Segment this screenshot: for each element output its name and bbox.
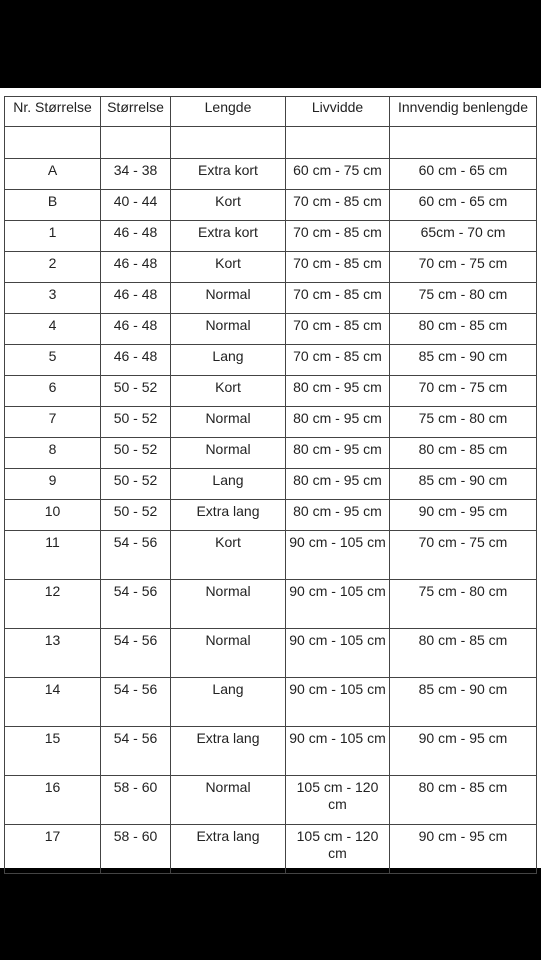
cell-benlengde: 60 cm - 65 cm <box>390 190 537 221</box>
cell-benlengde: 80 cm - 85 cm <box>390 776 537 825</box>
cell-lengde: Lang <box>171 469 286 500</box>
cell-livvidde: 90 cm - 105 cm <box>286 727 390 776</box>
table-row <box>5 407 537 438</box>
cell-livvidde: 70 cm - 85 cm <box>286 252 390 283</box>
cell-storrelse: 54 - 56 <box>101 629 171 678</box>
cell-storrelse: 46 - 48 <box>101 345 171 376</box>
cell-livvidde: 70 cm - 85 cm <box>286 190 390 221</box>
cell-nr: 7 <box>5 407 101 438</box>
cell-lengde: Normal <box>171 314 286 345</box>
cell-storrelse: 58 - 60 <box>101 776 171 825</box>
cell-lengde: Normal <box>171 407 286 438</box>
cell-lengde: Normal <box>171 580 286 629</box>
cell-nr: 17 <box>5 825 101 874</box>
cell-nr: 9 <box>5 469 101 500</box>
cell-lengde: Lang <box>171 678 286 727</box>
cell-livvidde: 80 cm - 95 cm <box>286 500 390 531</box>
cell-benlengde: 70 cm - 75 cm <box>390 531 537 580</box>
cell-nr: 16 <box>5 776 101 825</box>
cell-livvidde: 70 cm - 85 cm <box>286 314 390 345</box>
header-innvendig-benlengde: Innvendig benlengde <box>390 97 537 127</box>
cell-storrelse: 50 - 52 <box>101 438 171 469</box>
cell-storrelse: 54 - 56 <box>101 531 171 580</box>
cell-lengde: Normal <box>171 438 286 469</box>
cell-nr: A <box>5 159 101 190</box>
cell-lengde: Normal <box>171 283 286 314</box>
cell-lengde: Extra lang <box>171 825 286 874</box>
cell-benlengde: 85 cm - 90 cm <box>390 678 537 727</box>
cell-lengde: Extra kort <box>171 221 286 252</box>
cell-livvidde: 70 cm - 85 cm <box>286 345 390 376</box>
cell-storrelse: 58 - 60 <box>101 825 171 874</box>
cell-benlengde: 90 cm - 95 cm <box>390 825 537 874</box>
cell-nr: 1 <box>5 221 101 252</box>
table-row <box>5 629 537 678</box>
cell-lengde: Kort <box>171 190 286 221</box>
table-row <box>5 500 537 531</box>
table-row <box>5 314 537 345</box>
cell-benlengde: 90 cm - 95 cm <box>390 500 537 531</box>
table-row <box>5 580 537 629</box>
cell-livvidde: 70 cm - 85 cm <box>286 221 390 252</box>
cell-benlengde: 85 cm - 90 cm <box>390 345 537 376</box>
cell-storrelse: 50 - 52 <box>101 407 171 438</box>
cell-livvidde: 80 cm - 95 cm <box>286 438 390 469</box>
cell-storrelse: 46 - 48 <box>101 314 171 345</box>
cell-benlengde: 80 cm - 85 cm <box>390 314 537 345</box>
cell-nr: 11 <box>5 531 101 580</box>
header-nr-storrelse: Nr. Størrelse <box>5 97 101 127</box>
cell-storrelse: 50 - 52 <box>101 376 171 407</box>
cell-benlengde: 80 cm - 85 cm <box>390 438 537 469</box>
table-cell <box>5 127 101 159</box>
cell-storrelse: 50 - 52 <box>101 469 171 500</box>
header-livvidde: Livvidde <box>286 97 390 127</box>
cell-storrelse: 46 - 48 <box>101 252 171 283</box>
cell-nr: 12 <box>5 580 101 629</box>
cell-lengde: Extra lang <box>171 500 286 531</box>
table-row <box>5 727 537 776</box>
cell-storrelse: 46 - 48 <box>101 283 171 314</box>
table-row <box>5 190 537 221</box>
cell-nr: 15 <box>5 727 101 776</box>
cell-livvidde: 105 cm - 120 cm <box>286 776 390 825</box>
cell-livvidde: 70 cm - 85 cm <box>286 283 390 314</box>
cell-nr: 13 <box>5 629 101 678</box>
table-row <box>5 469 537 500</box>
size-chart-sheet <box>0 88 541 868</box>
cell-nr: 10 <box>5 500 101 531</box>
cell-livvidde: 80 cm - 95 cm <box>286 469 390 500</box>
cell-livvidde: 90 cm - 105 cm <box>286 580 390 629</box>
cell-lengde: Normal <box>171 776 286 825</box>
cell-livvidde: 90 cm - 105 cm <box>286 531 390 580</box>
cell-lengde: Kort <box>171 376 286 407</box>
cell-storrelse: 54 - 56 <box>101 727 171 776</box>
cell-nr: 4 <box>5 314 101 345</box>
cell-lengde: Extra lang <box>171 727 286 776</box>
table-row <box>5 531 537 580</box>
cell-storrelse: 54 - 56 <box>101 580 171 629</box>
cell-storrelse: 40 - 44 <box>101 190 171 221</box>
cell-livvidde: 90 cm - 105 cm <box>286 678 390 727</box>
table-blank-row <box>5 127 537 159</box>
cell-lengde: Kort <box>171 252 286 283</box>
cell-benlengde: 70 cm - 75 cm <box>390 376 537 407</box>
cell-nr: 2 <box>5 252 101 283</box>
cell-nr: B <box>5 190 101 221</box>
table-cell <box>101 127 171 159</box>
cell-livvidde: 90 cm - 105 cm <box>286 629 390 678</box>
cell-benlengde: 75 cm - 80 cm <box>390 407 537 438</box>
cell-storrelse: 46 - 48 <box>101 221 171 252</box>
table-row <box>5 345 537 376</box>
cell-nr: 5 <box>5 345 101 376</box>
cell-benlengde: 80 cm - 85 cm <box>390 629 537 678</box>
table-row <box>5 283 537 314</box>
table-cell <box>390 127 537 159</box>
table-cell <box>171 127 286 159</box>
cell-storrelse: 34 - 38 <box>101 159 171 190</box>
cell-lengde: Lang <box>171 345 286 376</box>
cell-storrelse: 54 - 56 <box>101 678 171 727</box>
cell-nr: 8 <box>5 438 101 469</box>
cell-livvidde: 80 cm - 95 cm <box>286 376 390 407</box>
table-header-row <box>5 97 537 127</box>
cell-livvidde: 60 cm - 75 cm <box>286 159 390 190</box>
cell-benlengde: 70 cm - 75 cm <box>390 252 537 283</box>
header-storrelse: Størrelse <box>101 97 171 127</box>
cell-lengde: Normal <box>171 629 286 678</box>
cell-storrelse: 50 - 52 <box>101 500 171 531</box>
cell-nr: 3 <box>5 283 101 314</box>
header-lengde: Lengde <box>171 97 286 127</box>
table-row <box>5 825 537 874</box>
table-row <box>5 376 537 407</box>
cell-nr: 6 <box>5 376 101 407</box>
table-cell <box>286 127 390 159</box>
size-table <box>4 96 537 874</box>
table-row <box>5 438 537 469</box>
table-row <box>5 776 537 825</box>
cell-benlengde: 60 cm - 65 cm <box>390 159 537 190</box>
cell-benlengde: 90 cm - 95 cm <box>390 727 537 776</box>
cell-benlengde: 85 cm - 90 cm <box>390 469 537 500</box>
cell-benlengde: 75 cm - 80 cm <box>390 580 537 629</box>
cell-livvidde: 80 cm - 95 cm <box>286 407 390 438</box>
table-row <box>5 221 537 252</box>
cell-nr: 14 <box>5 678 101 727</box>
table-row <box>5 678 537 727</box>
cell-benlengde: 65cm - 70 cm <box>390 221 537 252</box>
table-row <box>5 159 537 190</box>
cell-livvidde: 105 cm - 120 cm <box>286 825 390 874</box>
cell-lengde: Kort <box>171 531 286 580</box>
cell-lengde: Extra kort <box>171 159 286 190</box>
cell-benlengde: 75 cm - 80 cm <box>390 283 537 314</box>
table-row <box>5 252 537 283</box>
